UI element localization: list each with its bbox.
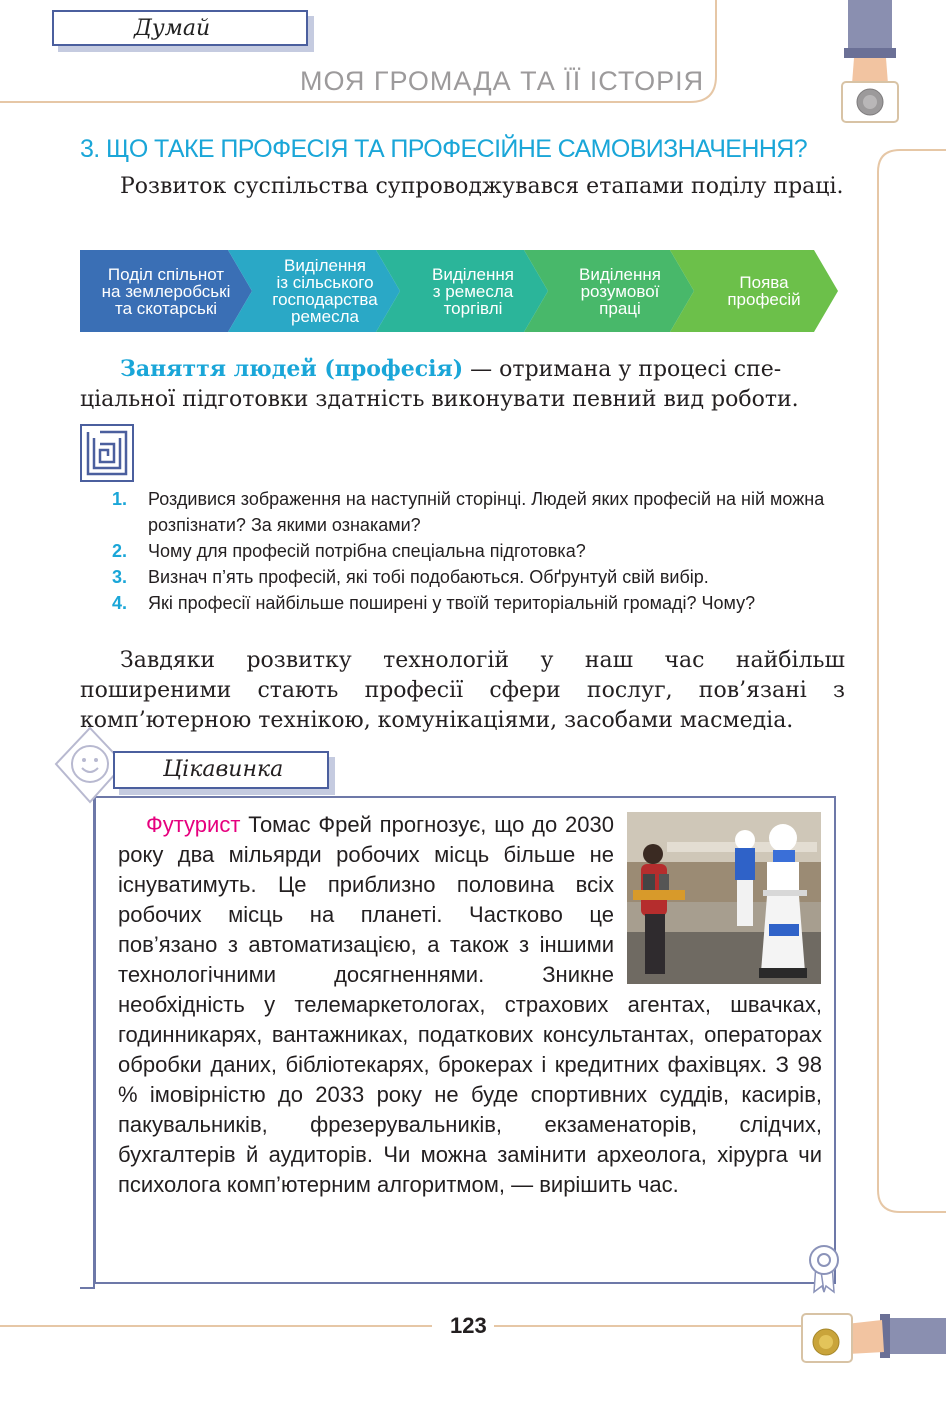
- interesting-label: [113, 751, 329, 789]
- questions-list: [112, 486, 846, 616]
- think-label: [52, 10, 308, 46]
- think-box: [80, 424, 320, 484]
- process-step-3: [398, 250, 548, 332]
- think-label-text: Думай: [134, 16, 211, 41]
- question-item: [112, 486, 846, 538]
- question-text: Чому для професій потрібна спеціальна підготовка?: [148, 541, 586, 561]
- process-step-5: [692, 250, 836, 332]
- interesting-label-text: Цікавинка: [163, 757, 284, 782]
- step-3-line: Виділення: [432, 264, 514, 284]
- step-1-line: на землеробські: [101, 281, 231, 301]
- step-2-line: господарства: [272, 290, 378, 309]
- step-5-line: Поява: [739, 273, 789, 292]
- section-title: 3. ЩО ТАКЕ ПРОФЕСІЯ ТА ПРОФЕСІЙНЕ САМОВИЗНАЧЕННЯ?: [80, 135, 808, 163]
- process-step-2: [250, 250, 400, 332]
- definition-text-line2: ціальної підготовки здатність виконувати певний вид роботи.: [80, 387, 799, 412]
- intro-paragraph: [80, 172, 845, 202]
- step-5-line: професій: [727, 290, 801, 309]
- question-item: [112, 590, 846, 616]
- futurist-highlight: Футурист: [146, 812, 241, 837]
- hand-puzzle-top-icon: [830, 0, 946, 130]
- hand-puzzle-bottom-icon: [796, 1296, 946, 1376]
- interesting-fact-text: [118, 810, 822, 1200]
- definition-term: Заняття людей (професія): [120, 356, 464, 382]
- definition-text: — отримана у процесі спе-: [463, 357, 782, 382]
- step-3-line: з ремесла: [432, 281, 514, 301]
- step-3-line: торгівлі: [443, 298, 503, 318]
- question-text: Визнач п’ять професій, які тобі подобаються. Обґрунтуй свій вибір.: [148, 567, 709, 587]
- photo-spacer: [614, 810, 822, 982]
- step-2-line: ремесла: [291, 307, 359, 326]
- question-number: 1.: [112, 489, 128, 509]
- division-of-labor-diagram: [80, 250, 840, 332]
- definition-paragraph: [80, 354, 845, 415]
- step-2-line: із сільського: [276, 273, 374, 292]
- step-4-line: розумової: [580, 281, 660, 301]
- technology-text: Завдяки розвитку технологій у наш час найбільш поширеними стають професії сфери послуг, пов’язані з комп’ютерною технікою, комунікаціями, засобами масмедіа.: [80, 648, 845, 733]
- fact-body: Томас Фрей прогнозує, що до 2030 року два мільярди робочих місць більше не існуватимуть. Це приблизно половина всіх робочих місць на планеті. Частково це пов’язано з автоматизацією, а також з іншими технологічними досягненнями. Зникне необхідність у телемаркетологах, страхових агентах, швачках, годинникарях, вантажниках, податкових консультантах, операторах обробки даних, бібліотекарях, брокерах і кредитних фахівцях. З 98 % імовірністю до 2033 року не буде спортивних суддів, касирів, пакувальників, фрезерувальників, екзаменаторів, слідчих, бухгалтерів й аудиторів. Чи можна замінити археолога, хірурга чи психолога комп’ютерним алгоритмом, — вирішить час.: [118, 812, 822, 1197]
- award-ribbon-icon: [806, 1242, 842, 1298]
- frame-left-border: [76, 780, 106, 1300]
- question-number: 4.: [112, 593, 128, 613]
- step-4-line: праці: [599, 298, 641, 318]
- question-text: Роздивися зображення на наступній сторінці. Людей яких професій на ній можна розпізнати? За якими ознаками?: [148, 489, 825, 535]
- intro-text: Розвиток суспільства супроводжувався етапами поділу праці.: [120, 174, 844, 199]
- step-1-line: та скотарські: [114, 298, 218, 318]
- question-item: [112, 564, 846, 590]
- maze-icon: [80, 424, 136, 484]
- question-number: 2.: [112, 541, 128, 561]
- technology-paragraph: [80, 646, 845, 736]
- process-step-4: [546, 250, 694, 332]
- question-item: [112, 538, 846, 564]
- step-4-line: Виділення: [579, 264, 661, 284]
- step-2-line: Виділення: [284, 256, 366, 275]
- header-title: МОЯ ГРОМАДА ТА ЇЇ ІСТОРІЯ: [300, 66, 705, 96]
- process-step-1: [82, 250, 250, 332]
- question-text: Які професії найбільше поширені у твоїй територіальній громаді? Чому?: [148, 593, 756, 613]
- page-number: 123: [450, 1313, 487, 1338]
- question-number: 3.: [112, 567, 128, 587]
- step-1-line: Поділ спільнот: [107, 264, 225, 284]
